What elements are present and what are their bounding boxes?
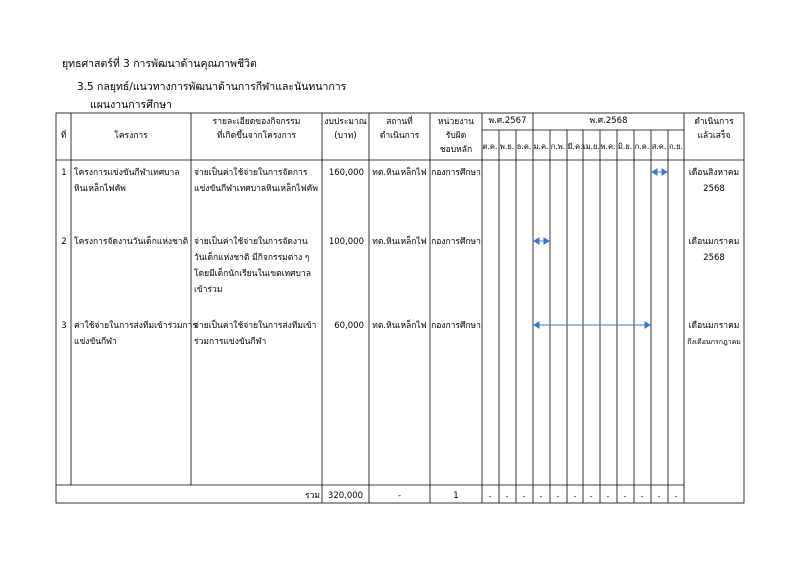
location-value: ทต.หินเหล็กไฟ: [372, 168, 427, 178]
timeline-arrow: [534, 238, 549, 244]
detail-line3: โดยมีเด็กนักเรียนในเขตเทศบาล: [194, 269, 311, 279]
month-header-mar: มี.ค.: [567, 142, 583, 151]
month-header-jun: มิ.ย.: [617, 142, 633, 151]
total-month-mark: -: [539, 492, 543, 501]
detail-line4: เข้าร่วม: [194, 285, 223, 295]
detail-line1: จ่ายเป็นค่าใช้จ่ายในการจัดงาน: [194, 237, 308, 247]
strategy-heading: ยุทธศาสตร์ที่ 3 การพัฒนาด้านคุณภาพชีวิต: [62, 58, 257, 70]
location-value: ทต.หินเหล็กไฟ: [372, 321, 427, 331]
total-label: รวม: [305, 491, 320, 501]
total-budget: 320,000: [327, 491, 364, 501]
header-status-line1: ดำเนินการ: [694, 117, 734, 127]
detail-line1: จ่ายเป็นค่าใช้จ่ายในการจัดการ: [194, 168, 308, 178]
total-month-mark: -: [657, 492, 661, 501]
project-line1: โครงการจัดงานวันเด็กแห่งชาติ: [74, 237, 189, 247]
month-header-dec: ธ.ค.: [516, 142, 532, 151]
timeline-arrow: [534, 322, 650, 328]
project-line2: แข่งขันกีฬา: [74, 337, 117, 347]
status-line1: เดือนสิงหาคม: [688, 168, 740, 178]
total-agency: 1: [453, 491, 459, 501]
header-location-line1: สถานที่: [386, 117, 413, 127]
header-no: ที่: [60, 131, 67, 141]
budget-value: 100,000: [328, 237, 364, 247]
project-line2: หินเหล็กไฟคัพ: [74, 184, 126, 194]
budget-value: 60,000: [334, 321, 364, 331]
status-line1: เดือนมกราคม: [688, 237, 740, 247]
total-month-mark: -: [522, 492, 526, 501]
total-month-mark: -: [623, 492, 627, 501]
header-agency-line2: รับผิด: [445, 131, 467, 141]
header-year-2567: พ.ศ.2567: [488, 116, 527, 126]
total-month-mark: -: [606, 492, 610, 501]
agency-value: กองการศึกษา: [431, 237, 481, 247]
location-value: ทต.หินเหล็กไฟ: [372, 237, 427, 247]
header-detail-line1: รายละเอียดของกิจกรรม: [212, 117, 301, 127]
header-project: โครงการ: [114, 131, 148, 141]
status-line2: 2568: [703, 253, 725, 263]
month-header-oct: ต.ค.: [482, 142, 498, 151]
row-no: 3: [61, 321, 67, 331]
header-agency-line3: ชอบหลัก: [439, 145, 473, 155]
total-month-mark: -: [505, 492, 509, 501]
row-no: 2: [61, 237, 67, 247]
timeline-arrow: [652, 169, 667, 175]
total-month-mark: -: [488, 492, 492, 501]
month-header-sep: ก.ย.: [669, 142, 683, 151]
month-header-apr: เม.ย.: [583, 142, 600, 151]
month-header-nov: พ.ย.: [499, 142, 515, 151]
month-header-aug: ส.ค.: [651, 142, 667, 151]
month-header-jul: ก.ค.: [634, 142, 650, 151]
status-line2: ถึงเดือนกรกฎาคม: [687, 338, 741, 346]
plan-heading: แผนงานการศึกษา: [90, 99, 173, 111]
detail-line2: วันเด็กแห่งชาติ มีกิจกรรมต่าง ๆ: [194, 253, 310, 263]
header-agency-line1: หน่วยงาน: [438, 117, 474, 127]
header-year-2568: พ.ศ.2568: [589, 116, 628, 126]
header-budget-line2: (บาท): [334, 131, 357, 141]
total-month-mark: -: [674, 492, 678, 501]
month-header-feb: ก.พ.: [550, 142, 566, 151]
total-month-mark: -: [589, 492, 593, 501]
total-month-mark: -: [640, 492, 644, 501]
total-month-mark: -: [573, 492, 577, 501]
detail-line2: แข่งขันกีฬาเทศบาลหินเหล็กไฟคัพ: [194, 184, 318, 194]
total-location: -: [397, 491, 402, 501]
header-budget-line1: งบประมาณ: [324, 117, 367, 127]
project-line1: ค่าใช้จ่ายในการส่งทีมเข้าร่วมการ: [74, 321, 198, 331]
status-line1: เดือนมกราคม: [688, 321, 740, 331]
status-line2: 2568: [703, 184, 725, 194]
row-no: 1: [61, 168, 67, 178]
project-line1: โครงการแข่งขันกีฬาเทศบาล: [74, 168, 180, 178]
detail-line1: จ่ายเป็นค่าใช้จ่ายในการส่งทีมเข้า: [194, 321, 317, 331]
budget-value: 160,000: [328, 168, 364, 178]
month-header-may: พ.ค.: [600, 142, 616, 151]
month-header-jan: ม.ค.: [533, 142, 549, 151]
detail-line2: ร่วมการแข่งขันกีฬา: [194, 337, 267, 347]
header-detail-line2: ที่เกิดขึ้นจากโครงการ: [216, 131, 297, 141]
sub-strategy-heading: 3.5 กลยุทธ์/แนวทางการพัฒนาด้านการกีฬาและนันทนาการ: [77, 81, 347, 93]
agency-value: กองการศึกษา: [431, 321, 481, 331]
total-month-mark: -: [556, 492, 560, 501]
header-status-line2: แล้วเสร็จ: [697, 131, 731, 141]
agency-value: กองการศึกษา: [431, 168, 481, 178]
header-location-line2: ดำเนินการ: [379, 131, 420, 141]
